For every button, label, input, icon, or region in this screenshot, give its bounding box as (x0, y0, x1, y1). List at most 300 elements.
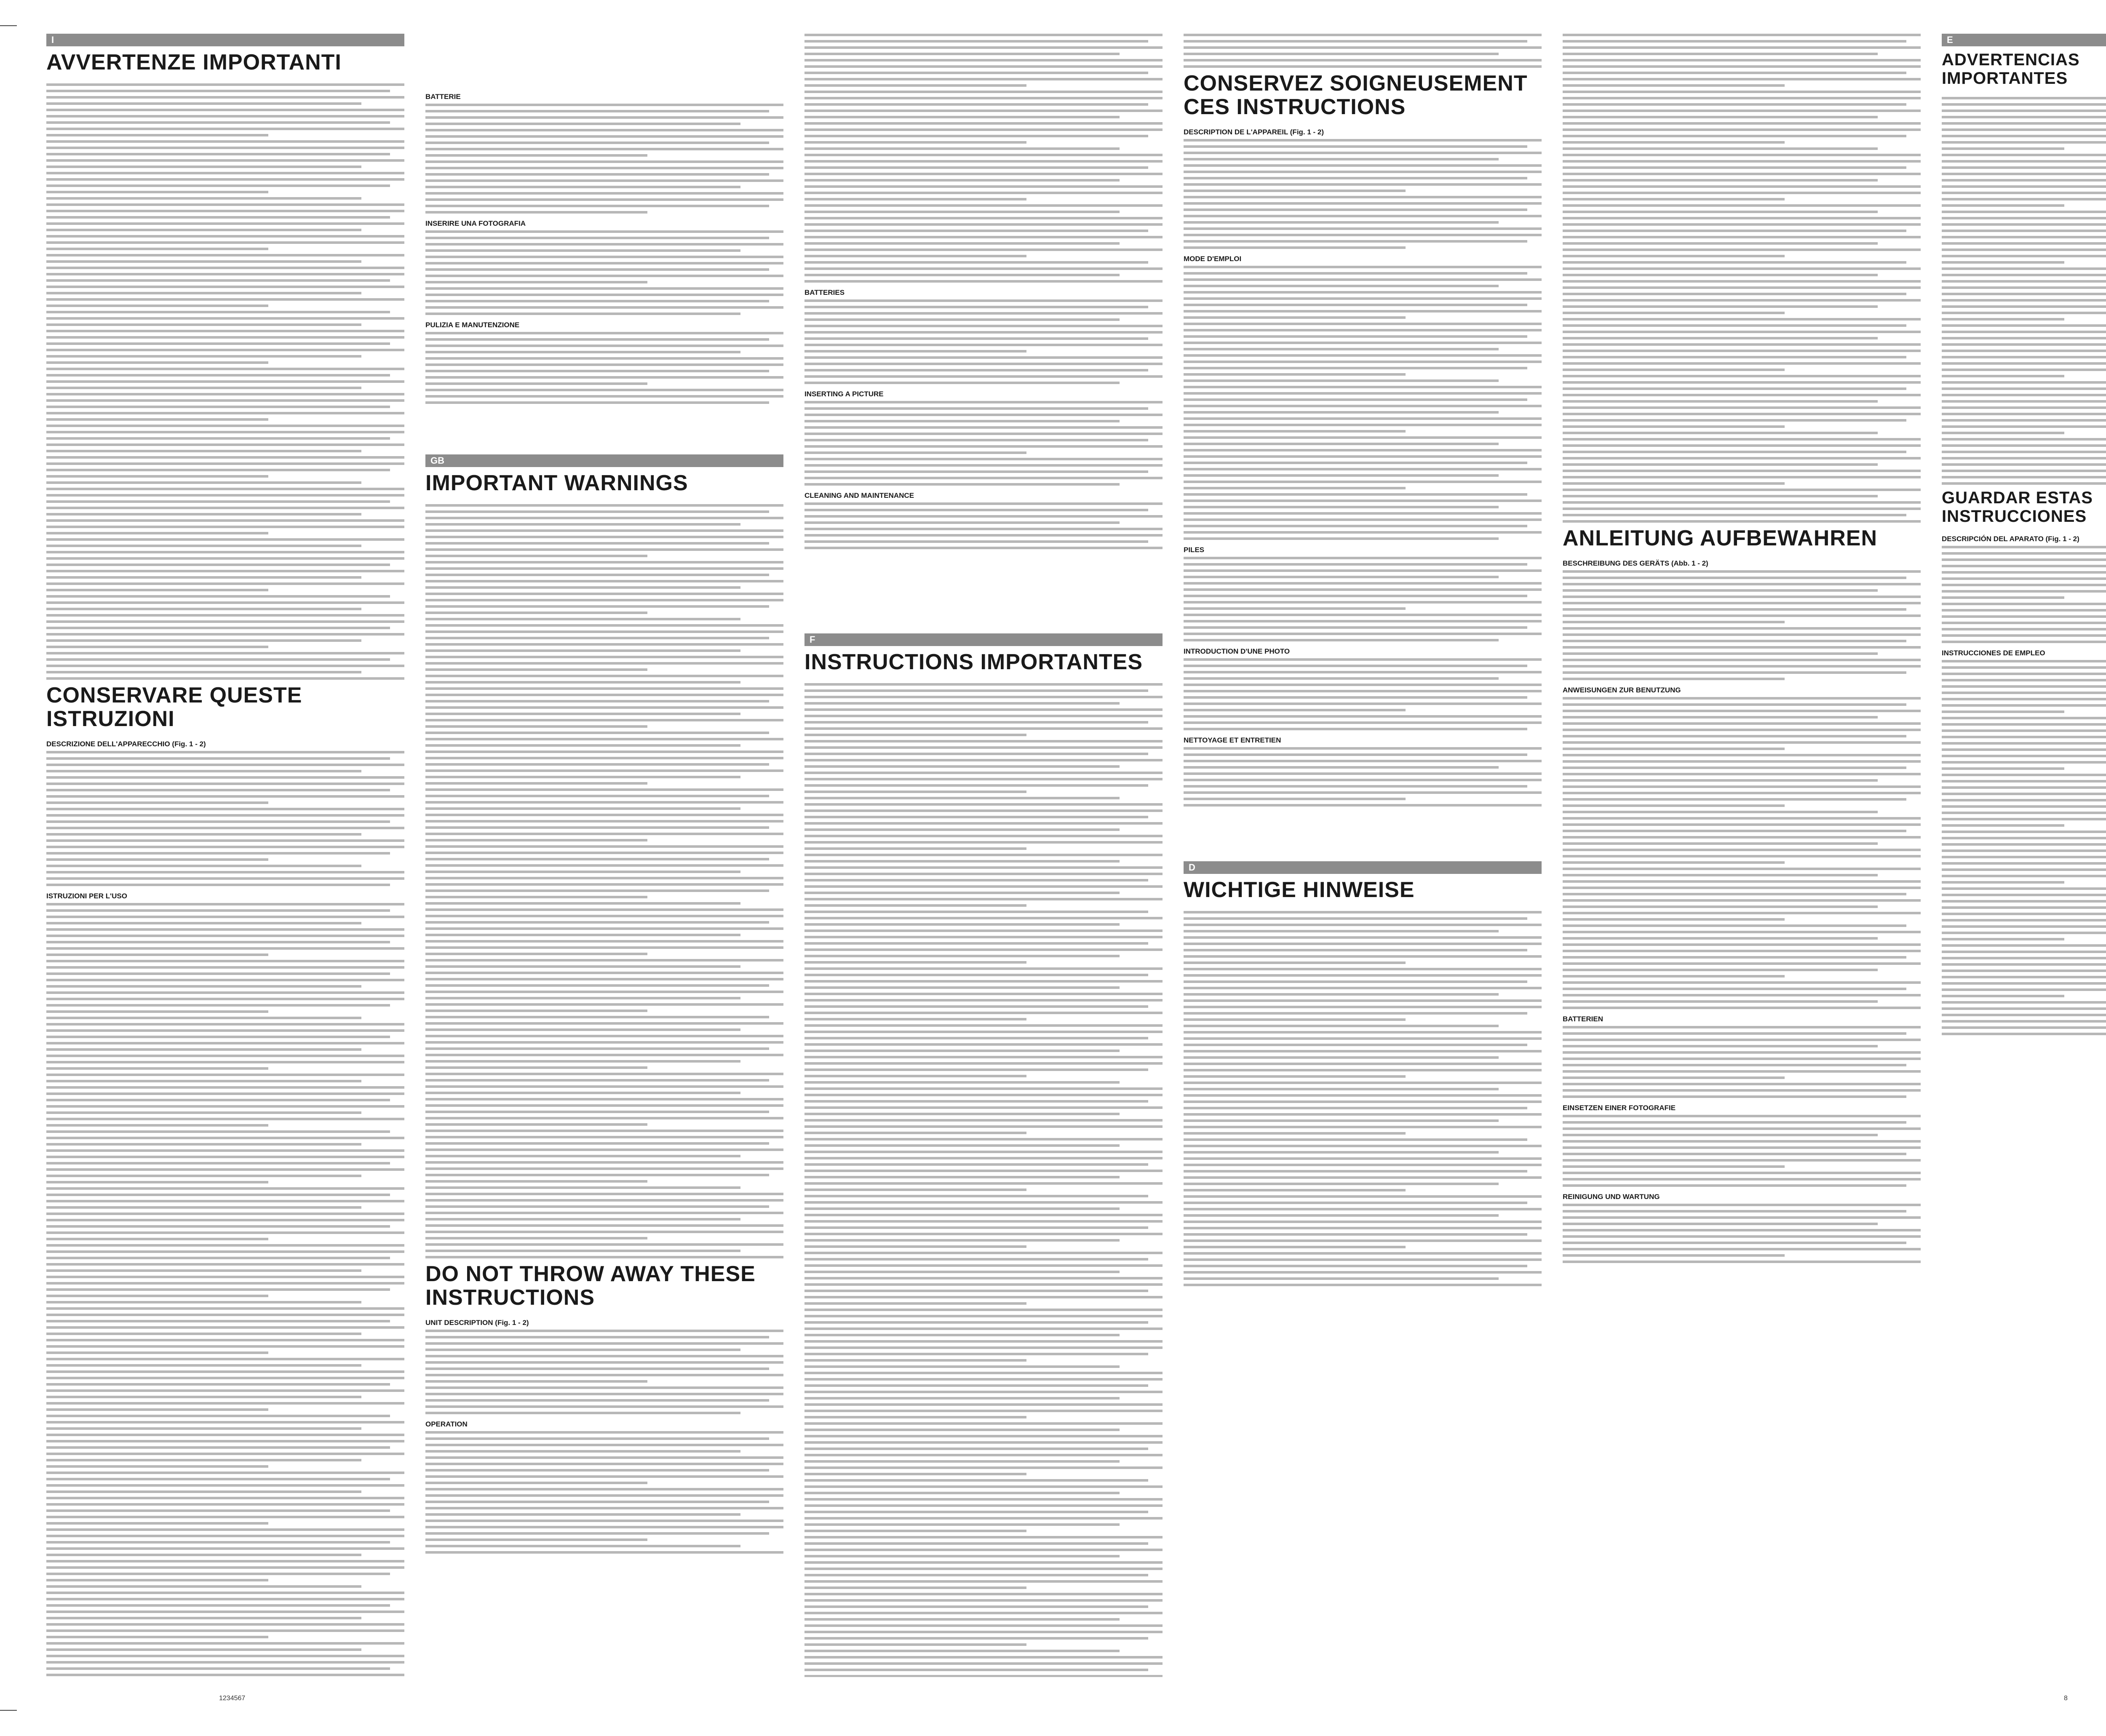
text-line (1184, 980, 1527, 983)
language-badge: GB (425, 454, 783, 467)
text-line (46, 1554, 361, 1556)
text-line (46, 412, 404, 414)
text-line (1184, 1195, 1542, 1198)
text-line (1563, 931, 1921, 933)
text-line (425, 351, 740, 353)
text-line (46, 1408, 268, 1411)
section-heading: CONSERVARE QUESTE ISTRUZIONI (46, 683, 302, 731)
text-line (1942, 698, 2106, 700)
text-line (46, 1137, 404, 1139)
text-line (804, 1151, 1163, 1153)
text-line (1563, 375, 1921, 377)
text-line (1942, 173, 2106, 175)
text-line (804, 1119, 1163, 1122)
text-line (46, 1118, 404, 1120)
text-line (804, 1176, 1120, 1178)
text-line (1563, 204, 1921, 207)
text-line (1942, 736, 2106, 738)
paragraph-block (1184, 747, 1542, 807)
text-line (1563, 255, 1785, 257)
text-line (1184, 285, 1499, 287)
text-line (425, 110, 769, 112)
text-line (1563, 350, 1921, 352)
text-line (425, 732, 769, 734)
text-line (1184, 798, 1406, 800)
text-line (1184, 677, 1499, 680)
text-line (1184, 379, 1499, 382)
text-line (1942, 742, 2106, 745)
text-line (1184, 493, 1527, 496)
text-line (804, 1365, 1120, 1368)
text-line (425, 173, 769, 176)
language-badge: E (1942, 34, 2106, 46)
text-line (1563, 1115, 1921, 1117)
text-line (804, 1473, 1026, 1475)
text-line (46, 1017, 361, 1019)
text-line (1942, 204, 2064, 207)
text-line (425, 801, 783, 804)
subheading: ISTRUZIONI PER L'USO (46, 892, 127, 900)
text-line (1184, 955, 1542, 958)
text-line (804, 53, 1120, 55)
text-line (425, 504, 783, 507)
text-line (1184, 1069, 1542, 1071)
text-line (425, 1367, 769, 1370)
text-line (46, 286, 404, 288)
text-line (46, 216, 390, 219)
text-line (804, 1087, 1163, 1090)
text-line (46, 481, 361, 484)
text-line (804, 1075, 1026, 1077)
section-heading: GUARDAR ESTAS INSTRUCCIONES (1942, 489, 2093, 526)
text-line (1563, 223, 1921, 226)
text-line (425, 1205, 769, 1208)
text-line (425, 915, 783, 917)
text-line (804, 97, 1163, 99)
text-line (46, 877, 404, 880)
text-line (1942, 660, 2106, 662)
text-line (804, 344, 1163, 346)
text-line (425, 1010, 647, 1012)
text-line (1184, 785, 1527, 788)
text-line (46, 1389, 404, 1392)
text-line (804, 784, 1148, 787)
paragraph-block (804, 683, 1163, 1677)
text-line (1563, 716, 1878, 718)
text-line (804, 772, 1163, 774)
text-line (425, 694, 783, 696)
text-line (1184, 563, 1527, 566)
text-line (1563, 830, 1906, 832)
text-line (1563, 1261, 1921, 1263)
text-line (46, 570, 404, 572)
trim-mark (0, 25, 17, 26)
text-line (804, 135, 1148, 137)
text-line (46, 311, 390, 313)
text-line (1563, 842, 1878, 845)
text-line (804, 1580, 1163, 1583)
text-line (1563, 520, 1921, 523)
text-line (1184, 1006, 1542, 1008)
text-line (804, 261, 1148, 264)
text-line (804, 1410, 1163, 1412)
text-line (425, 249, 740, 252)
text-line (1563, 1165, 1785, 1168)
text-line (804, 1650, 1120, 1652)
text-line (46, 1629, 404, 1632)
text-line (425, 1538, 647, 1541)
text-line (804, 458, 1163, 460)
text-line (804, 1170, 1163, 1172)
text-line (1184, 53, 1499, 55)
text-line (425, 757, 783, 759)
text-line (804, 1163, 1148, 1166)
text-line (1184, 1183, 1499, 1185)
text-line (46, 865, 361, 867)
text-line (804, 1643, 1026, 1646)
text-line (804, 721, 1148, 724)
text-line (425, 839, 647, 841)
text-line (1184, 557, 1542, 559)
text-line (1942, 1007, 2106, 1010)
text-line (1563, 861, 1785, 864)
text-line (46, 1124, 268, 1127)
text-line (804, 797, 1120, 799)
text-line (425, 687, 783, 690)
text-line (1563, 1204, 1921, 1206)
text-line (804, 1144, 1120, 1147)
text-line (425, 1167, 783, 1170)
text-line (46, 966, 404, 969)
text-line (1942, 944, 2106, 947)
text-line (1563, 1184, 1906, 1187)
text-line (1563, 1026, 1921, 1028)
text-line (46, 1175, 361, 1177)
text-line (46, 500, 390, 503)
text-line (46, 576, 361, 579)
text-line (1942, 881, 2064, 884)
text-line (1184, 1145, 1542, 1147)
text-line (1942, 717, 2106, 719)
text-line (804, 1523, 1120, 1526)
paragraph-block (804, 34, 1163, 283)
text-line (1184, 1208, 1542, 1210)
text-line (425, 713, 740, 715)
column-german (1563, 34, 1921, 1677)
text-line (46, 1358, 404, 1360)
text-line (804, 1233, 1163, 1235)
text-line (1942, 786, 2106, 789)
text-line (1184, 455, 1542, 458)
text-line (1184, 196, 1542, 198)
text-line (1563, 665, 1921, 668)
text-line (425, 1507, 783, 1509)
text-line (804, 1492, 1120, 1494)
text-line (425, 160, 783, 163)
text-line (1563, 823, 1921, 826)
text-line (1184, 1132, 1406, 1135)
text-line (1563, 78, 1921, 80)
text-line (425, 1123, 647, 1126)
text-line (1942, 704, 2106, 707)
text-line (1942, 223, 2106, 226)
text-line (804, 715, 1163, 717)
text-line (46, 665, 404, 667)
text-line (46, 1415, 390, 1417)
text-line (1942, 192, 2106, 194)
text-line (46, 83, 404, 86)
text-line (425, 357, 783, 360)
text-line (804, 1504, 1163, 1507)
text-line (46, 1282, 404, 1285)
text-line (425, 548, 783, 551)
text-line (1563, 975, 1785, 978)
text-line (46, 595, 390, 598)
text-line (425, 401, 769, 404)
text-line (425, 300, 769, 302)
text-line (1942, 894, 2106, 896)
text-line (1942, 824, 2064, 827)
text-line (425, 555, 647, 557)
text-line (1563, 1051, 1921, 1054)
text-line (804, 1517, 1163, 1520)
text-line (1184, 607, 1406, 610)
text-line (804, 154, 1163, 156)
text-line (1563, 166, 1906, 169)
text-line (46, 846, 404, 848)
text-line (1563, 362, 1921, 365)
text-line (425, 599, 783, 601)
text-line (46, 551, 404, 553)
subheading: PULIZIA E MANUTENZIONE (425, 321, 520, 329)
text-line (425, 1450, 740, 1453)
text-line (1184, 1176, 1542, 1179)
text-line (46, 545, 361, 547)
text-line (1563, 1045, 1878, 1047)
text-line (1563, 419, 1906, 422)
text-line (1563, 198, 1785, 200)
text-line (804, 382, 1120, 384)
text-line (1563, 1121, 1906, 1124)
text-line (1563, 741, 1921, 744)
text-line (425, 921, 769, 924)
text-line (1942, 932, 2106, 934)
text-line (1942, 255, 2106, 257)
column-spanish-portuguese (1942, 34, 2106, 1677)
text-line (1563, 981, 1921, 984)
text-line (1184, 367, 1527, 369)
text-line (1942, 919, 2106, 921)
text-line (1184, 614, 1542, 616)
text-line (1563, 91, 1921, 93)
text-line (425, 382, 647, 385)
text-line (1184, 1233, 1527, 1236)
text-line (425, 1104, 783, 1107)
text-line (1563, 640, 1906, 642)
text-line (46, 1528, 404, 1531)
section-heading: ANLEITUNG AUFBEWAHREN (1563, 526, 1878, 550)
text-line (1184, 1246, 1406, 1248)
paragraph-block (1563, 1026, 1921, 1098)
text-line (1563, 248, 1921, 251)
text-line (804, 847, 1026, 850)
text-line (46, 1029, 404, 1032)
text-line (46, 1636, 268, 1638)
text-line (46, 789, 390, 791)
text-line (1184, 240, 1527, 243)
text-line (804, 1422, 1163, 1425)
text-line (804, 1106, 1163, 1109)
text-line (804, 502, 1163, 505)
text-line (425, 864, 783, 867)
text-line (1184, 398, 1527, 401)
text-line (804, 1024, 1163, 1027)
text-line (1563, 413, 1921, 415)
subheading: MODE D'EMPLOI (1184, 255, 1242, 263)
text-line (1942, 1026, 2106, 1029)
paragraph-block (1563, 1115, 1921, 1187)
text-line (1184, 804, 1542, 807)
text-line (46, 998, 404, 1000)
text-line (46, 1383, 390, 1386)
text-line (804, 1675, 1163, 1677)
text-line (425, 1117, 783, 1119)
text-line (1942, 147, 2064, 150)
text-line (1942, 179, 2106, 182)
text-line (46, 191, 268, 193)
text-line (46, 1010, 268, 1013)
text-line (425, 1218, 740, 1221)
text-line (1184, 1202, 1527, 1204)
text-line (1942, 710, 2064, 713)
text-line (1563, 343, 1921, 346)
text-line (46, 1648, 361, 1651)
text-line (1184, 658, 1542, 661)
text-line (46, 1465, 268, 1468)
text-line (46, 1092, 404, 1095)
text-line (804, 1290, 1148, 1292)
text-line (425, 123, 740, 125)
text-line (804, 141, 1026, 144)
text-line (1184, 1037, 1542, 1040)
text-line (425, 1342, 783, 1345)
text-line (425, 167, 783, 169)
paragraph-block (425, 230, 783, 315)
text-line (425, 1148, 783, 1151)
text-line (804, 765, 1120, 768)
text-line (804, 1252, 1163, 1254)
text-line (1184, 297, 1542, 300)
text-line (425, 612, 647, 614)
text-line (425, 256, 783, 258)
text-line (1184, 1221, 1542, 1223)
text-line (1184, 177, 1527, 179)
text-line (1184, 462, 1527, 464)
text-line (804, 1378, 1163, 1381)
text-line (425, 877, 783, 879)
text-line (804, 1460, 1120, 1463)
text-line (46, 235, 404, 238)
section-heading: INSTRUCTIONS IMPORTANTES (804, 650, 1143, 674)
text-line (804, 1574, 1148, 1576)
paragraph-block (1184, 266, 1542, 540)
text-line (1563, 962, 1921, 965)
text-line (46, 1535, 404, 1537)
text-line (1563, 583, 1921, 585)
text-line (1563, 369, 1785, 371)
text-line (46, 1333, 361, 1335)
text-line (804, 414, 1163, 416)
text-line (1184, 202, 1542, 205)
text-line (425, 605, 769, 608)
text-line (1942, 957, 2106, 959)
text-line (1184, 1252, 1542, 1255)
text-line (1184, 588, 1542, 591)
text-line (46, 532, 268, 534)
text-line (1184, 291, 1542, 294)
text-line (804, 534, 1163, 537)
text-line (804, 1081, 1120, 1084)
language-badge: I (46, 34, 404, 46)
text-line (46, 671, 361, 673)
text-line (46, 254, 404, 256)
text-line (1942, 166, 2106, 169)
text-line (1563, 1032, 1906, 1035)
text-line (804, 312, 1163, 315)
text-line (1563, 589, 1878, 592)
text-line (1942, 577, 2106, 580)
text-line (46, 808, 404, 810)
text-line (425, 1463, 783, 1465)
text-line (1563, 489, 1921, 491)
paragraph-block (1184, 139, 1542, 249)
text-line (1942, 293, 2106, 295)
text-line (804, 683, 1163, 686)
text-line (425, 1551, 783, 1554)
text-line (46, 406, 390, 408)
text-line (46, 1219, 404, 1221)
text-line (46, 1560, 404, 1562)
text-line (46, 172, 404, 174)
text-line (1942, 571, 2106, 574)
text-line (804, 873, 1163, 875)
text-line (804, 708, 1163, 711)
text-line (46, 387, 361, 389)
text-line (1942, 685, 2106, 688)
text-line (1563, 1089, 1921, 1092)
text-line (425, 1174, 769, 1176)
text-line (1184, 139, 1542, 142)
text-line (425, 1136, 783, 1138)
text-line (1184, 1025, 1499, 1027)
text-line (425, 706, 783, 709)
text-line (804, 1435, 1163, 1437)
text-line (1563, 1083, 1921, 1085)
text-line (1184, 46, 1542, 49)
text-line (425, 1047, 769, 1050)
text-line (1563, 312, 1785, 314)
text-line (1942, 590, 2106, 593)
text-line (1184, 531, 1542, 534)
text-line (46, 102, 361, 105)
text-line (804, 1372, 1163, 1374)
text-line (804, 521, 1120, 524)
text-line (804, 477, 1163, 479)
text-line (804, 1485, 1163, 1488)
text-line (804, 306, 1148, 308)
text-line (804, 65, 1163, 68)
text-line (1563, 627, 1921, 630)
